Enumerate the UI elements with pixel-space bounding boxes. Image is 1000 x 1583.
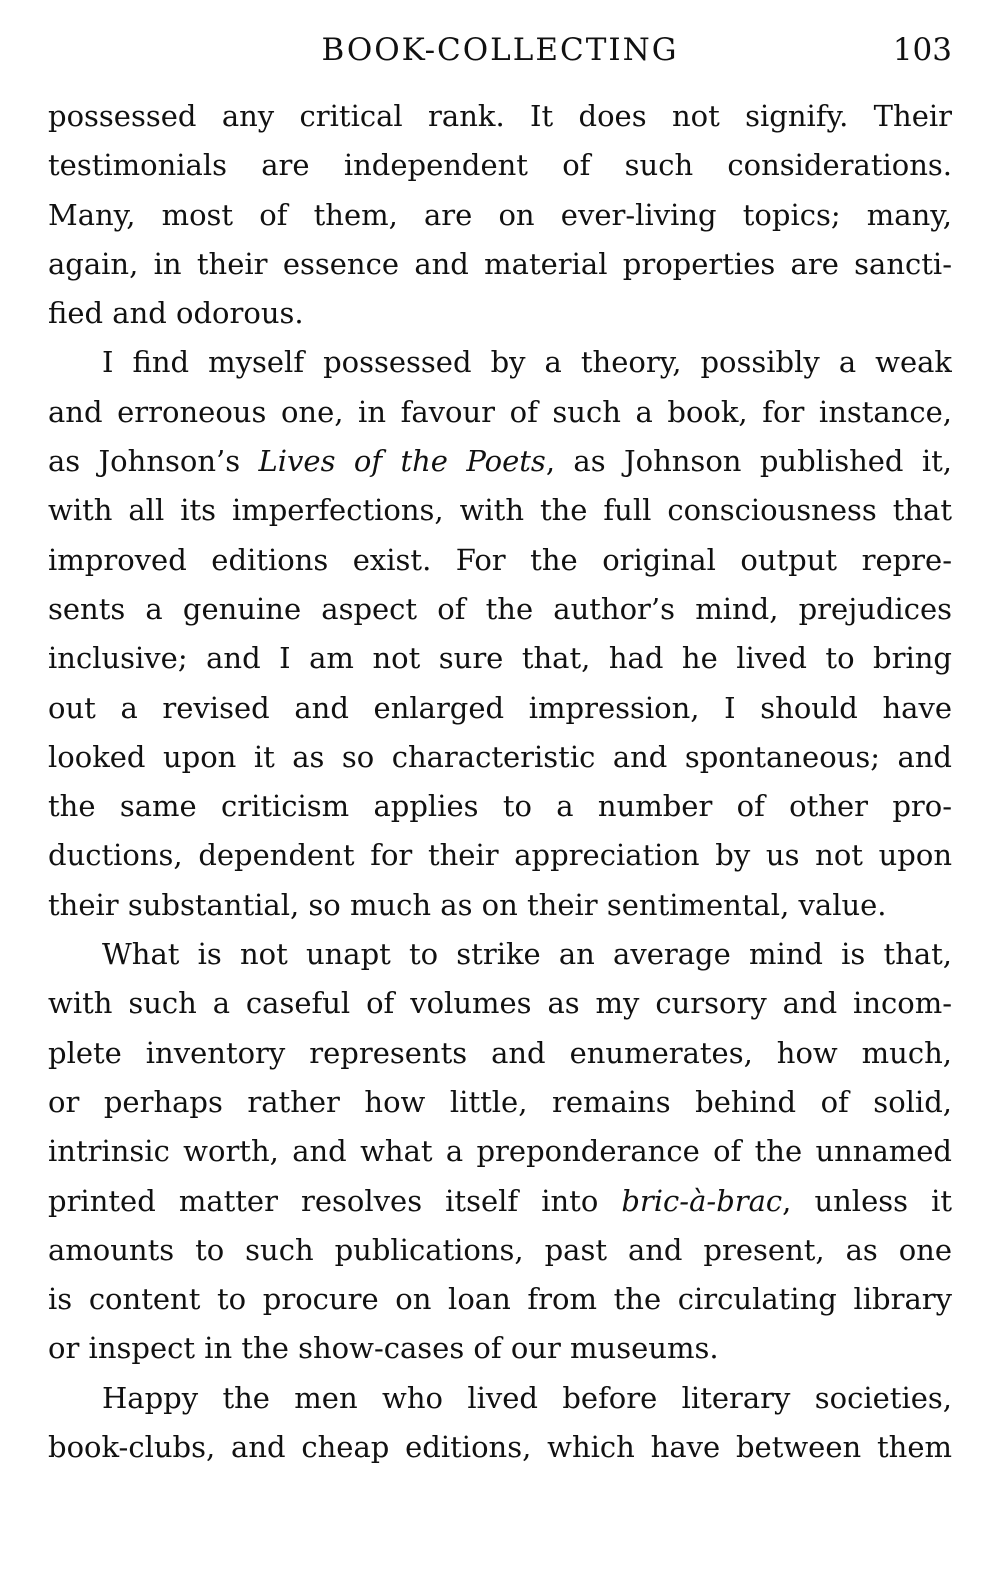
text-run: , unless it <box>782 1183 952 1218</box>
paragraph-3 <box>48 930 952 1374</box>
text-run: , as Johnson published it, <box>545 444 952 479</box>
text-line: with such a caseful of volumes as my cursory and incom- <box>48 986 952 1021</box>
body-text <box>48 92 952 1472</box>
text-line: out a revised and enlarged impression, I should have <box>48 690 952 725</box>
text-line: and erroneous one, in favour of such a book, for instance, <box>48 394 952 429</box>
text-line: their substantial, so much as on their sentimental, value. <box>48 887 887 922</box>
text-line: amounts to such publications, past and present, as one <box>48 1232 952 1267</box>
text-line: intrinsic worth, and what a preponderance of the unnamed <box>48 1134 952 1169</box>
text-line: or perhaps rather how little, remains behind of solid, <box>48 1084 952 1119</box>
page-number: 103 <box>892 32 952 68</box>
text-run: printed matter resolves itself into <box>48 1183 622 1218</box>
text-line: testimonials are independent of such considerations. <box>48 148 952 183</box>
paragraph-1 <box>48 92 952 338</box>
text-line: the same criticism applies to a number of other pro- <box>48 789 952 824</box>
paragraph-2 <box>48 338 952 930</box>
text-line: looked upon it as so characteristic and spontaneous; and <box>48 739 952 774</box>
text-line: again, in their essence and material properties are sancti- <box>48 246 952 281</box>
running-head <box>48 24 952 76</box>
text-line: fied and odorous. <box>48 296 304 331</box>
text-line: with all its imperfections, with the full consciousness that <box>48 493 952 528</box>
text-line: improved editions exist. For the original output repre- <box>48 542 952 577</box>
text-run: as Johnson’s <box>48 444 259 479</box>
text-line: plete inventory represents and enumerates, how much, <box>48 1035 952 1070</box>
text-line-with-italic <box>48 1177 952 1226</box>
text-line: is content to procure on loan from the circulating library <box>48 1282 952 1317</box>
book-title-italic: Lives of the Poets <box>258 444 546 479</box>
running-title: BOOK-COLLECTING <box>321 32 679 68</box>
text-line: book-clubs, and cheap editions, which have between them <box>48 1430 952 1465</box>
text-line: inclusive; and I am not sure that, had he lived to bring <box>48 641 952 676</box>
text-line: ductions, dependent for their appreciation by us not upon <box>48 838 952 873</box>
text-line: What is not unapt to strike an average mind is that, <box>102 937 952 972</box>
text-line: possessed any critical rank. It does not signify. Their <box>48 99 952 133</box>
text-line: I find myself possessed by a theory, possibly a weak <box>102 345 952 380</box>
text-line: or inspect in the show-cases of our museums. <box>48 1331 719 1366</box>
text-line: Many, most of them, are on ever-living topics; many, <box>48 197 952 232</box>
text-line-with-title <box>48 437 952 486</box>
text-line: sents a genuine aspect of the author’s mind, prejudices <box>48 591 952 626</box>
italic-phrase: bric-à-brac <box>621 1183 783 1218</box>
text-line: Happy the men who lived before literary societies, <box>102 1380 952 1415</box>
paragraph-4 <box>48 1374 952 1473</box>
